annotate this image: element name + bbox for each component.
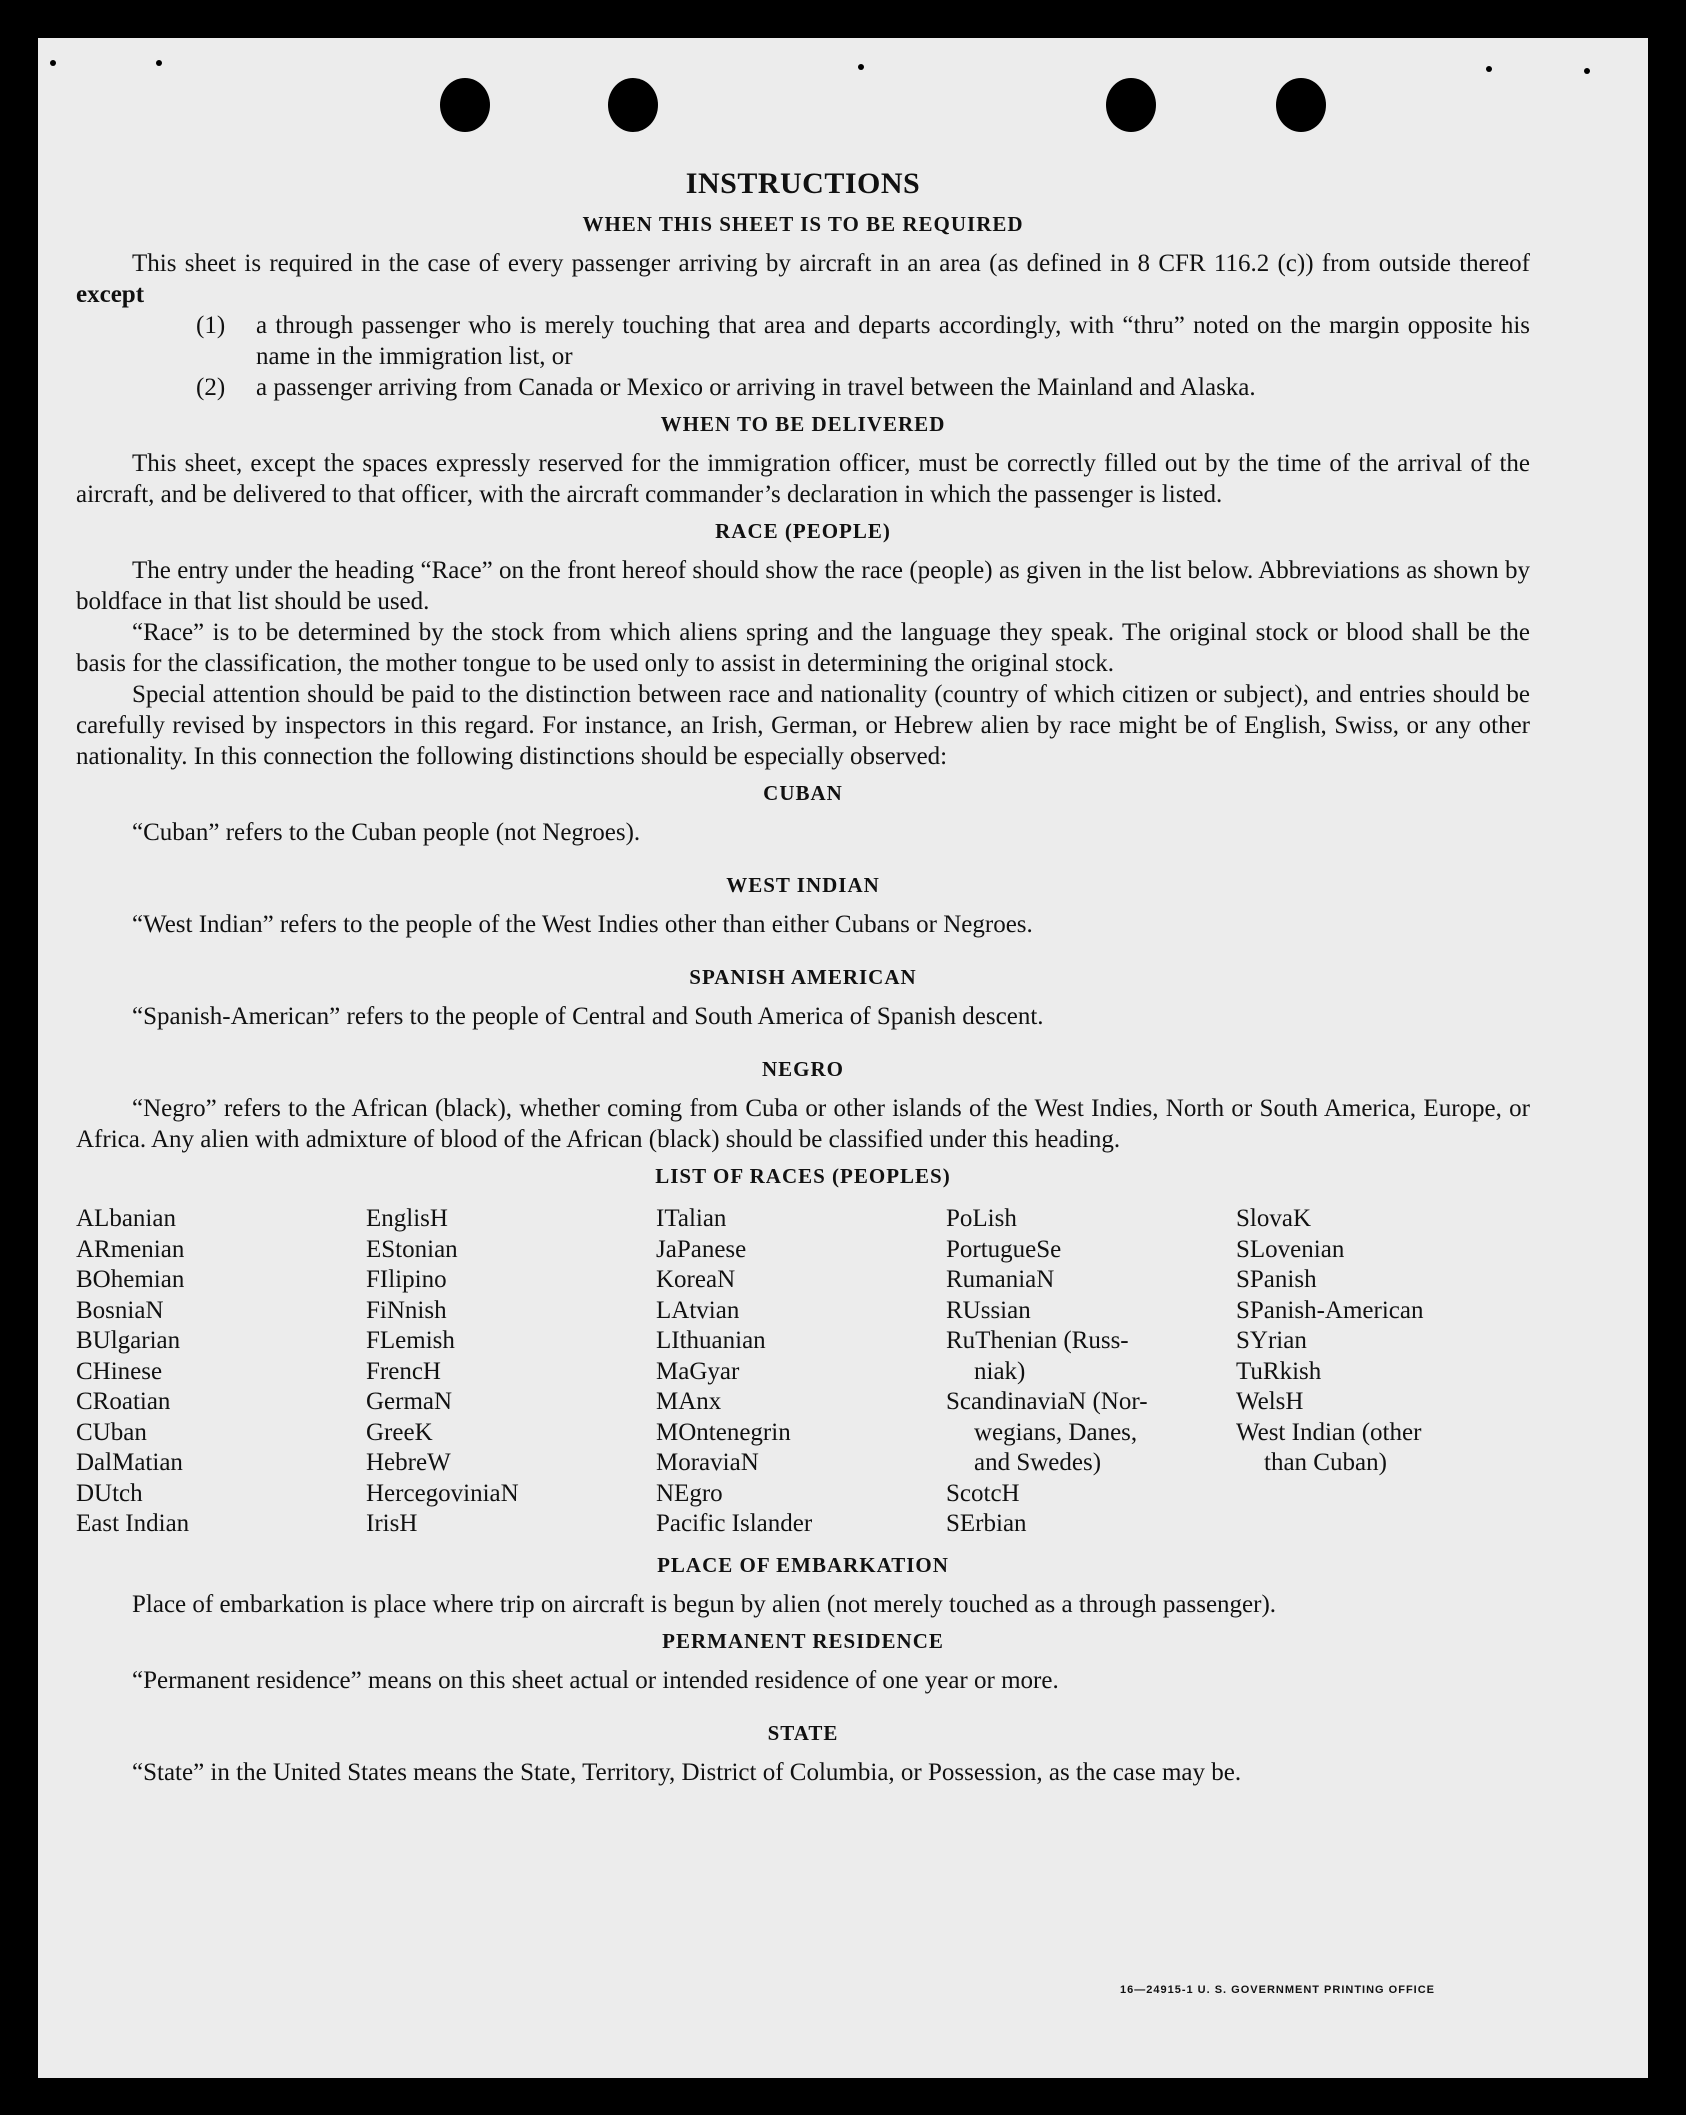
printing-office-imprint: 16—24915-1 U. S. GOVERNMENT PRINTING OFFICE [1120, 1984, 1436, 1996]
race-item: CRoatian [76, 1388, 171, 1415]
speck [858, 64, 864, 70]
races-column-1 [76, 1204, 366, 1540]
punch-hole [1276, 78, 1326, 132]
speck [1584, 68, 1590, 74]
punch-hole [1106, 78, 1156, 132]
section-heading-embarkation: PLACE OF EMBARKATION [657, 1552, 949, 1577]
race-item: RuThenian (Russ- [946, 1327, 1129, 1354]
spanish-american-text: “Spanish-American” refers to the people of Central and South America of Spanish descent. [132, 1003, 1044, 1030]
races-column-4 [946, 1204, 1236, 1540]
section-heading-state: STATE [767, 1720, 839, 1745]
race-item: KoreaN [656, 1266, 736, 1293]
race-item: SlovaK [1236, 1205, 1311, 1232]
race-item: GreeK [366, 1418, 433, 1446]
race-item: HebreW [366, 1449, 451, 1476]
race-item: BosniaN [76, 1296, 164, 1324]
race-item: MAnx [656, 1388, 722, 1415]
section-heading-west-indian: WEST INDIAN [726, 873, 880, 897]
negro-text: “Negro” refers to the African (black), whether coming from Cuba or other islands of the West Indies, North or South America, Europe, or Africa. Any alien with admixture of blood of the African (black) should be classified under this heading. [76, 1095, 1530, 1153]
race-item: PortugueSe [946, 1235, 1062, 1263]
race-item: ITalian [656, 1205, 727, 1232]
speck [156, 60, 162, 66]
section-heading-list-of-races: LIST OF RACES (PEOPLES) [655, 1164, 951, 1188]
punch-hole [440, 78, 490, 132]
race-item: CUban [76, 1418, 147, 1446]
race-item: HercegoviniaN [366, 1479, 519, 1507]
race-item: ALbanian [76, 1205, 176, 1232]
race-item: SPanish [1236, 1266, 1317, 1293]
section-heading-cuban: CUBAN [763, 781, 843, 805]
race-item: DalMatian [76, 1449, 183, 1476]
race-item: WelsH [1236, 1388, 1304, 1415]
race-item: wegians, Danes, [974, 1418, 1138, 1446]
state-text: “State” in the United States means the State, Territory, District of Columbia, or Possession, as the case may be. [132, 1758, 1242, 1786]
race-item: West Indian (other [1236, 1418, 1422, 1446]
speck [1486, 66, 1492, 72]
race-item: FiNnish [366, 1296, 447, 1324]
race-item: SLovenian [1236, 1235, 1345, 1263]
punch-hole [608, 78, 658, 132]
races-list [76, 1204, 1530, 1540]
exception-item-2: (2) a passenger arriving from Canada or Mexico or arriving in travel between the Mainland and Alaska. [196, 374, 1256, 401]
section-heading-spanish-american: SPANISH AMERICAN [689, 965, 917, 989]
embarkation-text: Place of embarkation is place where trip on aircraft is begun by alien (not merely touched as a through passenger). [132, 1590, 1277, 1618]
race-item: ARmenian [76, 1235, 185, 1263]
section-heading-negro: NEGRO [761, 1057, 844, 1081]
exception-item-1: (1) a through passenger who is merely touching that area and departs accordingly, with “thru” noted on the margin opposite his name in the immigration list, or [196, 312, 1530, 370]
race-item: MOntenegrin [656, 1418, 791, 1446]
section-heading-residence: PERMANENT RESIDENCE [662, 1628, 944, 1653]
race-item: TuRkish [1236, 1357, 1322, 1385]
required-intro: This sheet is required in the case of every passenger arriving by aircraft in an area (as defined in 8 CFR 116.2 (c)) from outside thereof except [76, 250, 1530, 308]
section-heading-required: WHEN THIS SHEET IS TO BE REQUIRED [582, 212, 1024, 236]
race-item: niak) [974, 1357, 1026, 1385]
race-item: DUtch [76, 1479, 143, 1507]
race-paragraph-3: Special attention should be paid to the distinction between race and nationality (country of which citizen or subject), and entries should be carefully revised by inspectors in this regard. For instance, an Irish, German, or Hebrew alien by race might be of English, Swiss, or any other nationality. In this connection the following distinctions should be especially observed: [76, 681, 1530, 770]
race-item: ScotcH [946, 1479, 1020, 1507]
race-item: FLemish [366, 1327, 455, 1354]
race-item: CHinese [76, 1357, 163, 1385]
race-item: RUssian [946, 1296, 1031, 1324]
race-item: SPanish-American [1236, 1296, 1424, 1324]
section-heading-race: RACE (PEOPLE) [715, 519, 891, 543]
race-item: SYrian [1236, 1327, 1307, 1354]
delivered-text: This sheet, except the spaces expressly reserved for the immigration officer, must be correctly filled out by the time of the arrival of the aircraft, and be delivered to that officer, with the aircraft commander’s declaration in which the passenger is listed. [76, 450, 1530, 508]
races-column-2 [366, 1204, 656, 1540]
race-item: IrisH [366, 1510, 418, 1537]
residence-text: “Permanent residence” means on this sheet actual or intended residence of one year or more. [132, 1666, 1059, 1694]
race-item: and Swedes) [974, 1449, 1102, 1476]
cuban-text: “Cuban” refers to the Cuban people (not Negroes). [132, 819, 641, 846]
race-item: Pacific Islander [656, 1510, 813, 1537]
race-item: BUlgarian [76, 1327, 181, 1354]
page-title: INSTRUCTIONS [685, 167, 921, 200]
west-indian-text: “West Indian” refers to the people of the West Indies other than either Cubans or Negroes. [132, 911, 1033, 938]
race-item: JaPanese [656, 1235, 747, 1263]
race-paragraph-1: The entry under the heading “Race” on the front hereof should show the race (people) as given in the list below. Abbreviations as shown by boldface in that list should be used. [76, 557, 1530, 615]
race-item: EStonian [366, 1235, 458, 1263]
race-item: MoraviaN [656, 1449, 759, 1476]
race-item: BOhemian [76, 1266, 185, 1293]
race-item: SErbian [946, 1510, 1027, 1537]
races-column-5 [1236, 1204, 1526, 1540]
race-item: NEgro [656, 1479, 723, 1507]
race-item: LAtvian [656, 1296, 740, 1324]
speck [50, 60, 56, 66]
race-item: EnglisH [366, 1205, 448, 1232]
race-item: GermaN [366, 1388, 453, 1415]
race-paragraph-2: “Race” is to be determined by the stock from which aliens spring and the language they speak. The original stock or blood shall be the basis for the classification, the mother tongue to be used only to assist in determining the original stock. [76, 619, 1530, 677]
race-item: FrencH [366, 1357, 441, 1385]
race-item: PoLish [946, 1205, 1017, 1232]
race-item: RumaniaN [946, 1266, 1055, 1293]
instructions-content [76, 168, 1530, 1788]
race-item: East Indian [76, 1510, 190, 1537]
race-item: MaGyar [656, 1357, 740, 1385]
section-heading-delivered: WHEN TO BE DELIVERED [660, 412, 946, 436]
race-item: LIthuanian [656, 1327, 766, 1354]
races-column-3 [656, 1204, 946, 1540]
race-item: ScandinaviaN (Nor- [946, 1388, 1148, 1415]
race-item: FIlipino [366, 1266, 447, 1293]
race-item: than Cuban) [1264, 1449, 1387, 1476]
document-page [38, 38, 1648, 2078]
